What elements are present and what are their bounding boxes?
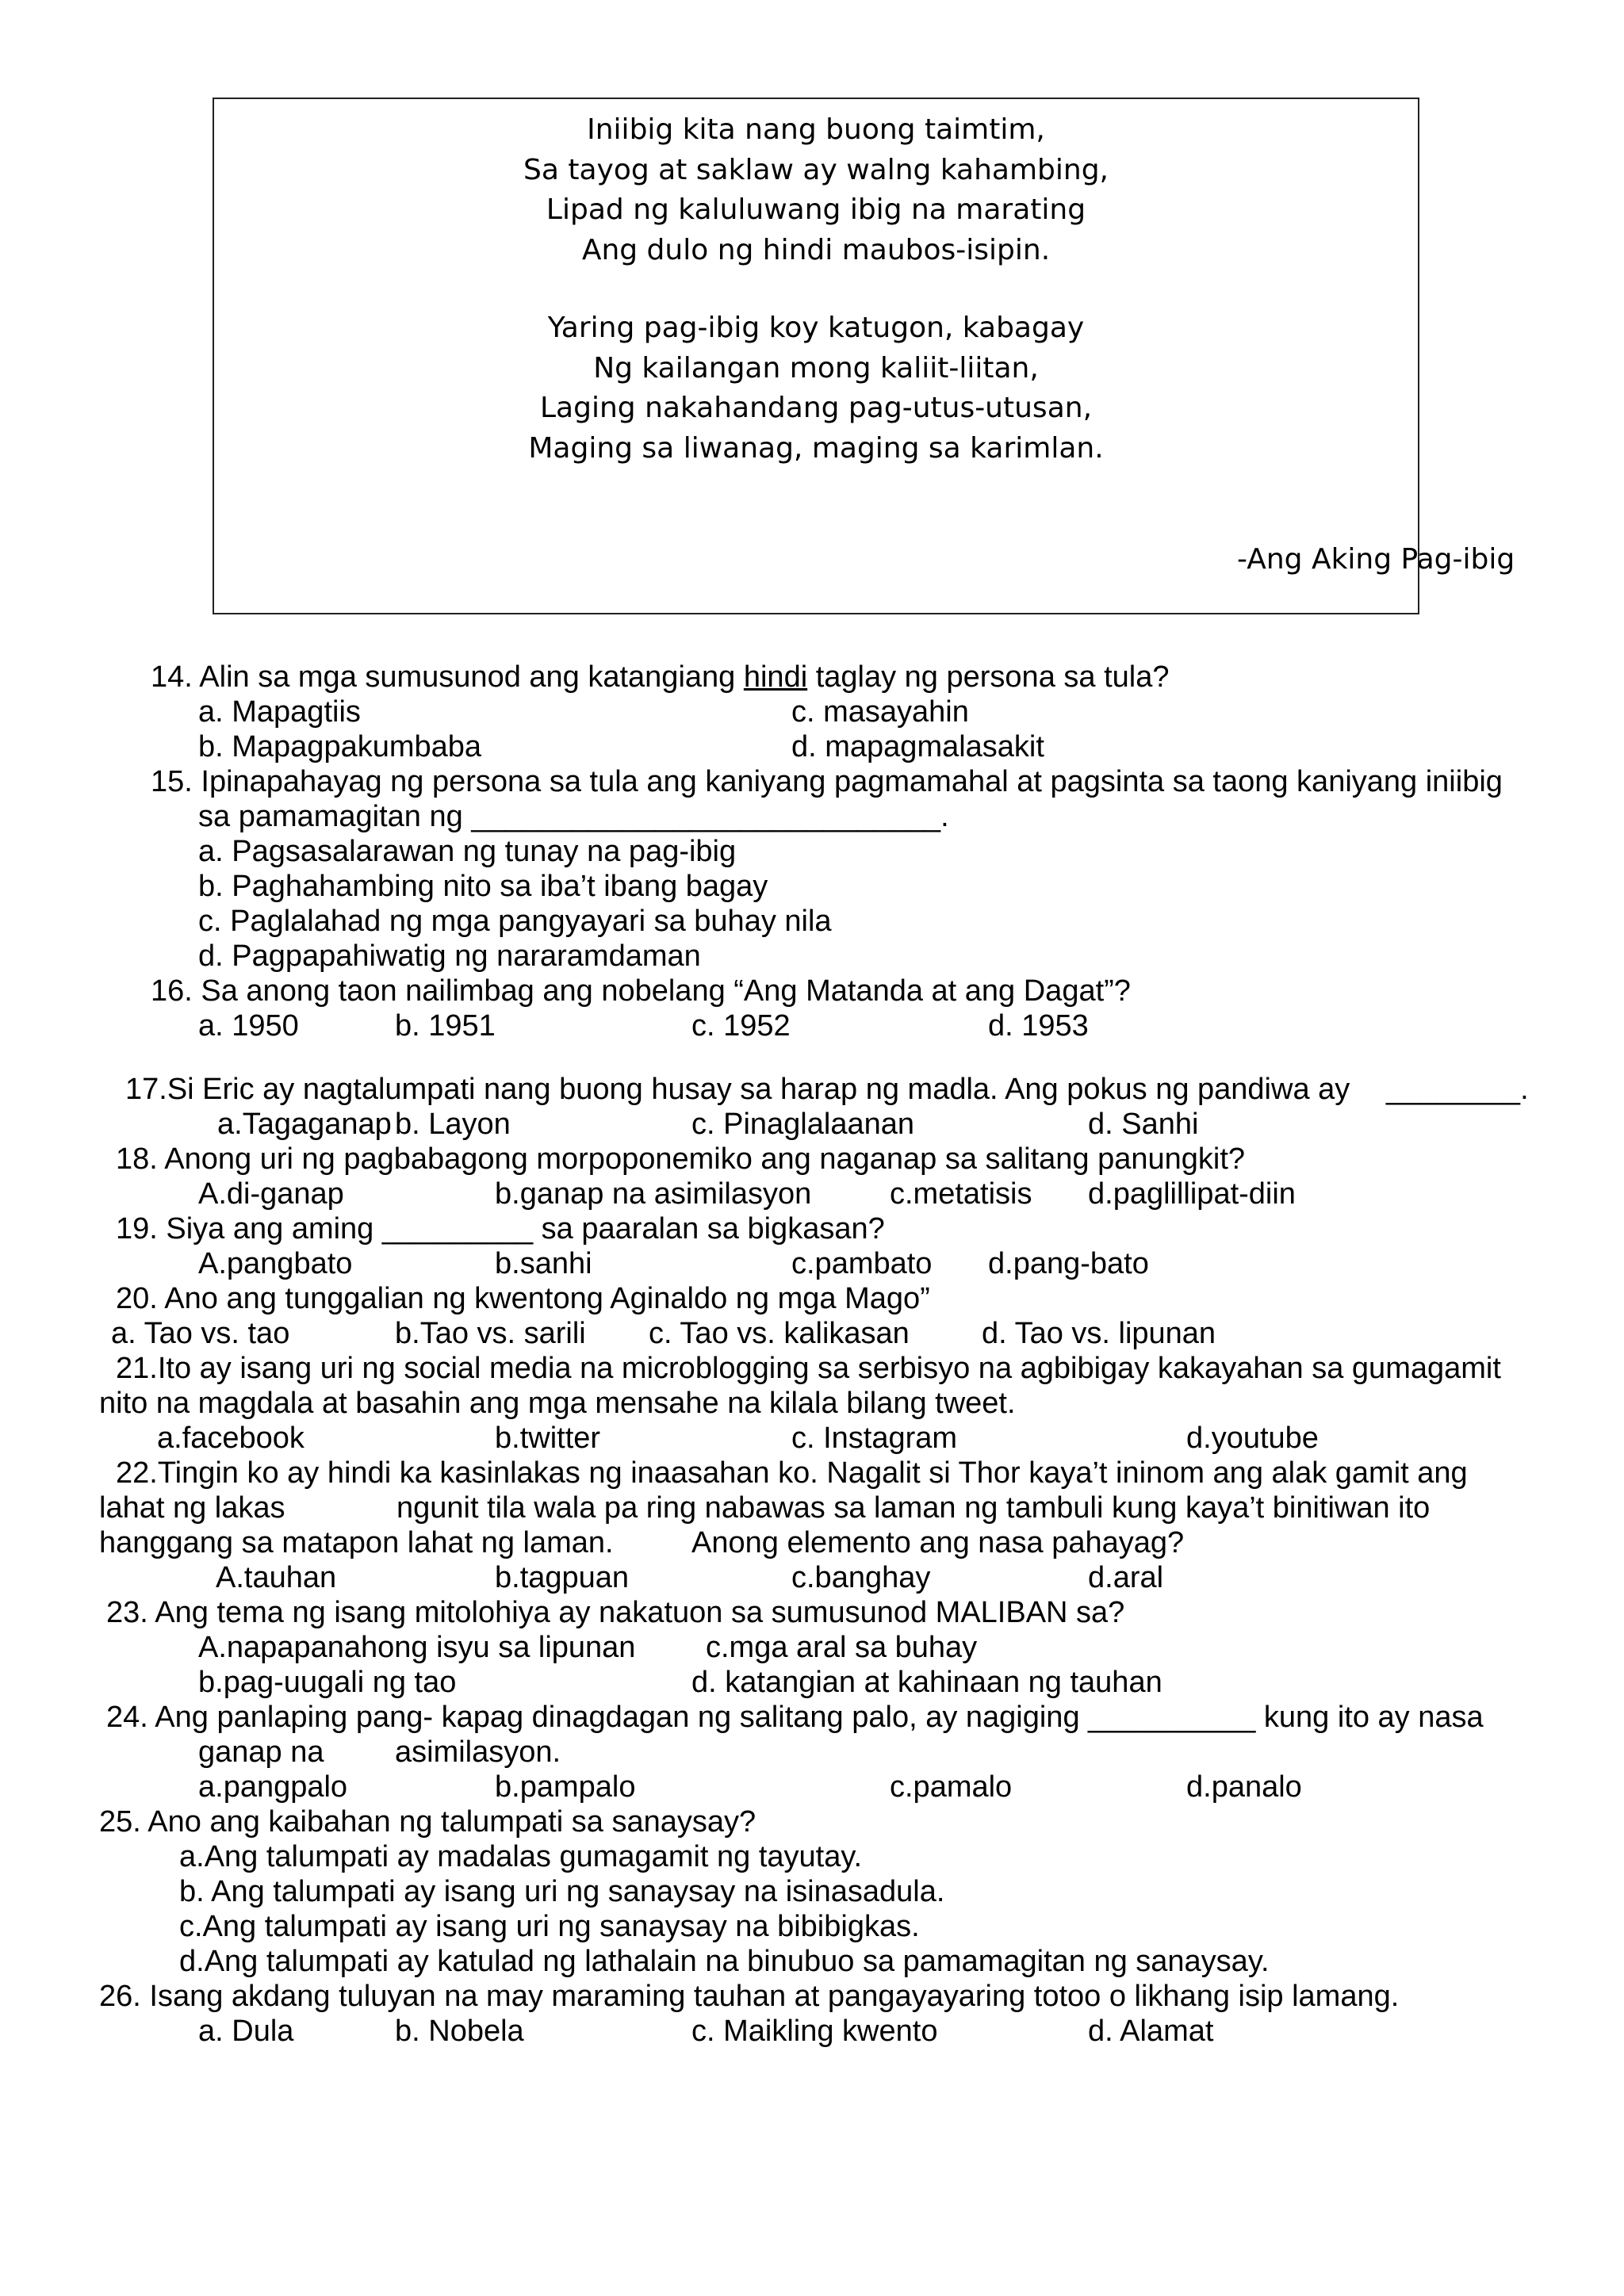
choice-a: A.di-ganap (198, 1177, 344, 1211)
choice-d: d. katangian at kahinaan ng tauhan (691, 1666, 1162, 1699)
choice-a: A.tauhan (216, 1561, 337, 1594)
choice-c: c.pamalo (890, 1770, 1013, 1804)
question-15: 15. Ipinapahayag ng persona sa tula ang kaniyang pagmamahal at pagsinta sa taong kaniyang iniibig (151, 765, 1503, 798)
choice-a: a. Dula (198, 2015, 294, 2048)
question-25: 25. Ano ang kaibahan ng talumpati sa sanaysay? (99, 1805, 756, 1839)
choice-a: a.facebook (157, 1422, 304, 1455)
question-24-cont: asimilasyon. (395, 1735, 561, 1769)
question-19: 19. Siya ang aming _________ sa paaralan sa bigkasan? (116, 1212, 885, 1246)
choice-c: c.mga aral sa buhay (706, 1631, 978, 1664)
question-16: 16. Sa anong taon nailimbag ang nobelang “Ang Matanda at ang Dagat”? (151, 974, 1131, 1008)
choice-c: c. Maikling kwento (691, 2015, 938, 2048)
choice-b: b. Layon (395, 1108, 511, 1141)
choice-b: b.Tao vs. sarili (395, 1317, 586, 1350)
poem-title: -Ang Aking Pag-ibig (1237, 543, 1515, 576)
question-22-cont: ngunit tila wala pa ring nabawas sa laman ng tambuli kung kaya’t binitiwan ito (396, 1491, 1431, 1525)
choice-a: a.Tagaganap (217, 1108, 392, 1141)
question-15-cont: sa pamamagitan ng ____________________________. (198, 800, 949, 833)
choice-a: a.pangpalo (198, 1770, 348, 1804)
poem-line: Laging nakahandang pag-utus-utusan, (539, 392, 1093, 424)
choice-a: a. Tao vs. tao (111, 1317, 290, 1350)
choice-a: A.napapanahong isyu sa lipunan (198, 1631, 636, 1664)
question-26: 26. Isang akdang tuluyan na may maraming tauhan at pangayayaring totoo o likhang isip lamang. (99, 1980, 1400, 2013)
question-21: 21.Ito ay isang uri ng social media na microblogging sa serbisyo na agbibigay kakayahan sa gumagamit (116, 1352, 1501, 1385)
choice-d: d.pang-bato (988, 1247, 1149, 1280)
choice-b: b.sanhi (495, 1247, 592, 1280)
choice-b: b.pag-uugali ng tao (198, 1666, 457, 1699)
choice-d: d.aral (1088, 1561, 1164, 1594)
question-17: 17.Si Eric ay nagtalumpati nang buong husay sa harap ng madla. Ang pokus ng pandiwa ay (125, 1073, 1350, 1106)
poem-box (213, 98, 1515, 614)
question-14: 14. Alin sa mga sumusunod ang katangiang hindi taglay ng persona sa tula? (151, 660, 1170, 694)
choice-d: d. Alamat (1088, 2015, 1214, 2048)
choice-d: d. 1953 (988, 1009, 1089, 1043)
choice-c: c. Tao vs. kalikasan (649, 1317, 910, 1350)
choice-c: c. masayahin (791, 695, 969, 729)
question-24-blank: __________ kung ito ay nasa (1088, 1701, 1484, 1734)
answer-blank: ________. (1386, 1073, 1529, 1106)
poem-line: Ng kailangan mong kaliit-liitan, (593, 352, 1039, 385)
choice-c: c. Instagram (791, 1422, 958, 1455)
poem-line: Yaring pag-ibig koy katugon, kabagay (547, 312, 1085, 344)
poem-line: Maging sa liwanag, maging sa karimlan. (528, 432, 1104, 465)
choice-d: d. Tao vs. lipunan (982, 1317, 1216, 1350)
choice-a: a.Ang talumpati ay madalas gumagamit ng tayutay. (179, 1840, 863, 1873)
choice-c: c.banghay (791, 1561, 931, 1594)
question-18: 18. Anong uri ng pagbabagong morpoponemiko ang naganap sa salitang panungkit? (116, 1142, 1246, 1176)
choice-b: b.tagpuan (495, 1561, 630, 1594)
choice-c: c.Ang talumpati ay isang uri ng sanaysay na bibibigkas. (179, 1910, 920, 1943)
choice-a: A.pangbato (198, 1247, 353, 1280)
choice-d: d.youtube (1186, 1422, 1319, 1455)
choice-d: d. Sanhi (1088, 1108, 1199, 1141)
choice-c: c. Paglalahad ng mga pangyayari sa buhay nila (198, 905, 832, 938)
poem-line: Ang dulo ng hindi maubos-isipin. (581, 234, 1051, 266)
poem-line: Sa tayog at saklaw ay walng kahambing, (523, 154, 1109, 186)
choice-c: c. 1952 (691, 1009, 791, 1043)
choice-d: d.panalo (1186, 1770, 1302, 1804)
question-23: 23. Ang tema ng isang mitolohiya ay nakatuon sa sumusunod MALIBAN sa? (106, 1596, 1125, 1629)
choice-b: b.ganap na asimilasyon (495, 1177, 812, 1211)
choice-d: d.Ang talumpati ay katulad ng lathalain na binubuo sa pamamagitan ng sanaysay. (179, 1945, 1270, 1978)
question-22-cont: hanggang sa matapon lahat ng laman. (99, 1526, 614, 1559)
choice-d: d. mapagmalasakit (791, 730, 1044, 763)
poem-line: Iniibig kita nang buong taimtim, (587, 113, 1045, 146)
question-20: 20. Ano ang tunggalian ng kwentong Aginaldo ng mga Mago” (116, 1282, 930, 1315)
question-24-cont: ganap na (198, 1735, 324, 1769)
choice-a: a. Mapagtiis (198, 695, 361, 729)
question-22-cont: lahat ng lakas (99, 1491, 285, 1525)
choice-b: b.pampalo (495, 1770, 636, 1804)
choice-d: d. Pagpapahiwatig ng nararamdaman (198, 939, 701, 973)
choice-a: a. 1950 (198, 1009, 299, 1043)
choice-c: c. Pinaglalaanan (691, 1108, 914, 1141)
choice-b: b. Paghahambing nito sa iba’t ibang bagay (198, 870, 768, 903)
question-22-cont: Anong elemento ang nasa pahayag? (691, 1526, 1185, 1559)
choice-b: b. Nobela (395, 2015, 524, 2048)
choice-c: c.metatisis (890, 1177, 1032, 1211)
choice-d: d.paglillipat-diin (1088, 1177, 1296, 1211)
choice-b: b. Ang talumpati ay isang uri ng sanaysay na isinasadula. (179, 1875, 945, 1908)
choice-b: b.twitter (495, 1422, 601, 1455)
question-21-cont: nito na magdala at basahin ang mga mensahe na kilala bilang tweet. (99, 1387, 1016, 1420)
question-24: 24. Ang panlaping pang- kapag dinagdagan ng salitang palo, ay nagiging (106, 1701, 1080, 1734)
choice-c: c.pambato (791, 1247, 933, 1280)
poem-line: Lipad ng kaluluwang ibig na marating (546, 193, 1086, 226)
choice-a: a. Pagsasalarawan ng tunay na pag-ibig (198, 835, 737, 868)
choice-b: b. Mapagpakumbaba (198, 730, 482, 763)
choice-b: b. 1951 (395, 1009, 496, 1043)
question-22: 22.Tingin ko ay hindi ka kasinlakas ng inaasahan ko. Nagalit si Thor kaya’t ininom ang alak gamit ang (116, 1456, 1468, 1490)
